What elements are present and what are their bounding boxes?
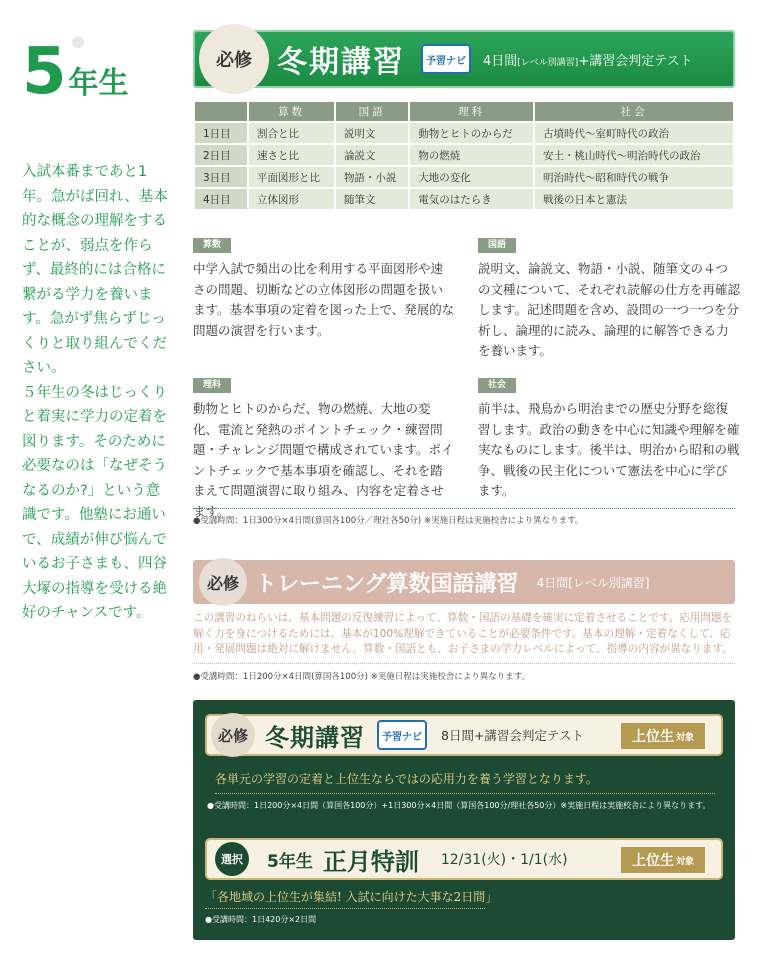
winter-course-title: 冬期講習 (277, 45, 405, 80)
japanese-section (478, 232, 740, 362)
training-course-banner (193, 560, 735, 604)
yoshu-navi-logo: 予習ナビ (377, 720, 427, 750)
new-year-note: ●受講時間：1日420分×2日間 (205, 915, 317, 924)
table-row: 2日目 速さと比 論説文 物の燃焼 安土・桃山時代〜明治時代の政治 (195, 145, 733, 165)
table-row: 3日目 平面図形と比 物語・小説 大地の変化 明治時代〜昭和時代の戦争 (195, 167, 733, 187)
social-section (478, 372, 740, 502)
math-tag: 算数 (193, 238, 231, 253)
intro-paragraph-2: ５年生の冬はじっくりと着実に学力の定着を図ります。そのために必要なのは「なぜそうなるのか?」という意識です。他塾にお通いで、成績が伸び悩んでいるお子さまも、四谷大塚の指導を受ける絶好のチャンスです。 (22, 384, 167, 621)
table-row: 4日目 立体図形 随筆文 電気のはたらき 戦後の日本と憲法 (195, 189, 733, 209)
decorative-dot (72, 36, 84, 48)
new-year-course-date: 12/31(火)・1/1(水) (440, 852, 568, 868)
new-year-description: 「各地域の上位生が集結! 入試に向けた大事な2日間」 (205, 890, 498, 904)
divider (193, 663, 735, 664)
elective-badge: 選択 (215, 842, 249, 876)
social-tag: 社会 (478, 378, 516, 393)
science-description: 動物とヒトのからだ、物の燃焼、大地の変化、電流と発熱のポイントチェック・練習問題・チャレンジ問題で構成されています。ポイントチェックで基本事項を確認し、それを踏まえて問題演習に取り組み、内容を定着させます。 (193, 401, 454, 519)
math-description: 中学入試で頻出の比を利用する平面図形や速さの問題、切断などの立体図形の問題を扱います。基本事項の定着を図った上で、発展的な問題の演習を行います。 (193, 261, 455, 338)
training-course-note: ●受講時間：1日200分×4日間(算国各100分) ※実施日程は実施校舎により異なります。 (193, 672, 531, 682)
japanese-tag: 国語 (478, 238, 516, 253)
top-winter-course-subtitle: 8日間+講習会判定テスト (441, 728, 584, 743)
table-row: 1日目 割合と比 説明文 動物とヒトのからだ 古墳時代〜室町時代の政治 (195, 123, 733, 143)
top-winter-description: 各単元の学習の定着と上位生ならではの応用力を養う学習となります。 (215, 772, 598, 786)
top-winter-course-title: 冬期講習 (265, 723, 365, 752)
science-tag: 理科 (193, 378, 231, 393)
divider (205, 908, 485, 909)
grade-number: 5 (22, 35, 67, 109)
required-badge: 必修 (199, 24, 269, 94)
intro-text (22, 160, 168, 626)
table-header-row: 算数 国語 理科 社会 (195, 102, 733, 121)
training-course-subtitle: 4日間[レベル別講習] (536, 575, 650, 590)
math-section (193, 232, 455, 341)
required-badge: 必修 (199, 558, 247, 606)
winter-course-subtitle: 4日間[レベル別講習]+講習会判定テスト (483, 53, 693, 69)
divider (215, 793, 715, 794)
yoshu-navi-logo: 予習ナビ (421, 44, 471, 74)
grade-heading (22, 35, 129, 109)
schedule-table (193, 100, 735, 211)
divider (193, 508, 735, 509)
top-winter-course-strip (205, 714, 723, 756)
winter-course-note: ●受講時間：1日300分×4日間(算国各100分／理社各50分) ※実施日程は実施校舎により異なります。 (193, 516, 584, 526)
top-students-box (193, 700, 735, 940)
science-section (193, 372, 455, 522)
new-year-course-title: 正月特訓 (322, 847, 419, 876)
top-students-badge: 上位生 対象 (621, 723, 705, 749)
training-course-description: この講習のねらいは、基本問題の反復練習によって、算数・国語の基礎を確実に定着させることです。応用問題を解く力を身につけるためには、基本が100%理解できていることが必要条件です。基本の理解・定着なくして、応用・発展問題は絶対に解けません。算数・国語とも、お子さまの学力レベルによって、指導の内容が異なります。 (193, 612, 733, 655)
top-winter-note: ●受講時間：1日200分×4日間（算国各100分）+1日300分×4日間（算国各100分/理社各50分）※実施日程は実施校舎により異なります。 (207, 801, 711, 810)
top-students-badge: 上位生 対象 (621, 847, 705, 873)
training-course-title: トレーニング算数国語講習 (255, 571, 519, 597)
new-year-grade: 5年生 (267, 851, 313, 872)
intro-paragraph-1: 入試本番まであと1年。急がば回れ、基本的な概念の理解をすることが、弱点を作らず、最終的には合格に繋がる学力を養います。急がず焦らずじっくりと取り組んでください。 (22, 164, 168, 376)
required-badge: 必修 (211, 713, 255, 757)
japanese-description: 説明文、論説文、物語・小説、随筆文の４つの文種について、それぞれ読解の仕方を再確認します。記述問題を含め、設問の一つ一つを分析し、論理的に読み、論理的に解答できる力を養います。 (478, 261, 741, 358)
winter-course-banner (193, 30, 735, 88)
social-description: 前半は、飛鳥から明治までの歴史分野を総復習します。政治の動きを中心に知識や理解を確実なものにします。後半は、明治から昭和の戦争、戦後の民主化について憲法を中心に学びます。 (478, 401, 740, 498)
grade-label: 年生 (68, 66, 129, 101)
new-year-course-strip (205, 838, 723, 880)
